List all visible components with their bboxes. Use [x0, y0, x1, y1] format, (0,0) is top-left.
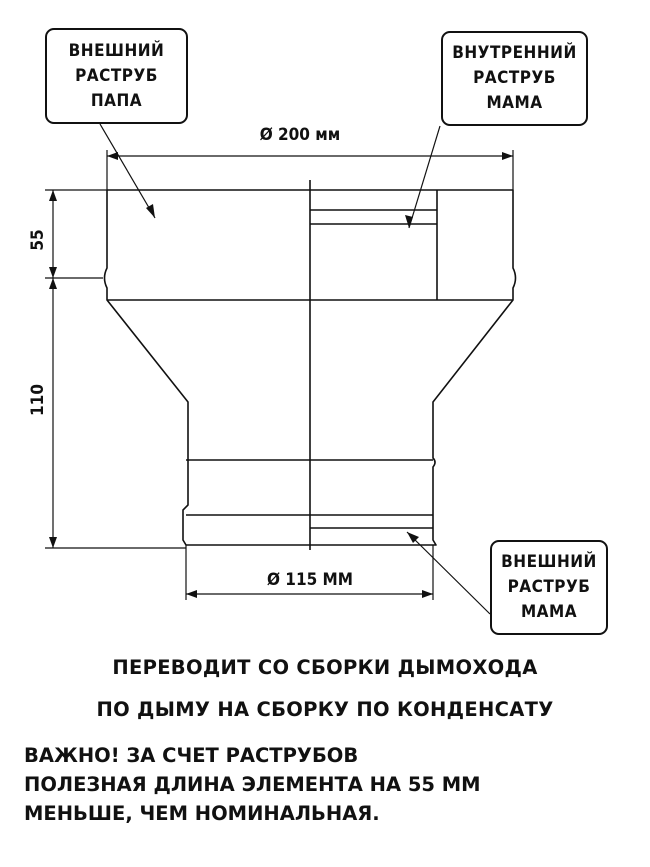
height-arrow-bottom — [49, 537, 57, 548]
note-line-2: ПОЛЕЗНАЯ ДЛИНА ЭЛЕМЕНТА НА 55 ММ — [24, 773, 481, 796]
height-arrow-top — [49, 190, 57, 201]
caption-line-2: ПО ДЫМУ НА СБОРКУ ПО КОНДЕНСАТУ — [96, 698, 554, 721]
bottom-dim-arrow-right — [422, 590, 433, 598]
top-height-label: 55 — [28, 229, 48, 251]
callout-male-line-1: ВНЕШНИЙ — [68, 40, 165, 61]
callout-male-outer-socket — [45, 28, 188, 124]
note-line-1: ВАЖНО! ЗА СЧЕТ РАСТРУБОВ — [24, 744, 359, 767]
top-diameter-label: Ø 200 мм — [259, 125, 341, 145]
callout-female-outer-socket — [490, 540, 608, 635]
bottom-dim-arrow-left — [186, 590, 197, 598]
callout-female-inner-line-3: МАМА — [486, 93, 543, 113]
callout-female-outer-line-3: МАМА — [520, 602, 578, 622]
callout-female-inner-line-1: ВНУТРЕННИЙ — [452, 43, 577, 63]
leader-male-outer — [100, 124, 155, 218]
bottom-diameter-label: Ø 115 ММ — [266, 570, 354, 590]
important-note — [24, 741, 634, 828]
top-dim-arrow-right — [502, 152, 513, 160]
leader-female-inner-arrow — [405, 215, 413, 228]
callout-female-outer-line-1: ВНЕШНИЙ — [501, 552, 597, 572]
callout-female-inner-socket — [441, 31, 588, 126]
body-height-label: 110 — [28, 384, 48, 416]
callout-male-line-3: ПАПА — [90, 90, 143, 111]
leader-female-inner — [409, 126, 440, 228]
caption-line-1: ПЕРЕВОДИТ СО СБОРКИ ДЫМОХОДА — [112, 656, 538, 679]
height-arrow-mid-up — [49, 267, 57, 278]
callout-female-outer-line-2: РАСТРУБ — [507, 577, 591, 597]
leader-female-outer — [407, 532, 490, 614]
callout-female-inner-line-2: РАСТРУБ — [473, 68, 556, 88]
height-arrow-mid-down — [49, 278, 57, 289]
callout-male-line-2: РАСТРУБ — [75, 65, 158, 86]
note-line-3: МЕНЬШЕ, ЧЕМ НОМИНАЛЬНАЯ. — [24, 802, 380, 825]
top-dim-arrow-left — [107, 152, 118, 160]
